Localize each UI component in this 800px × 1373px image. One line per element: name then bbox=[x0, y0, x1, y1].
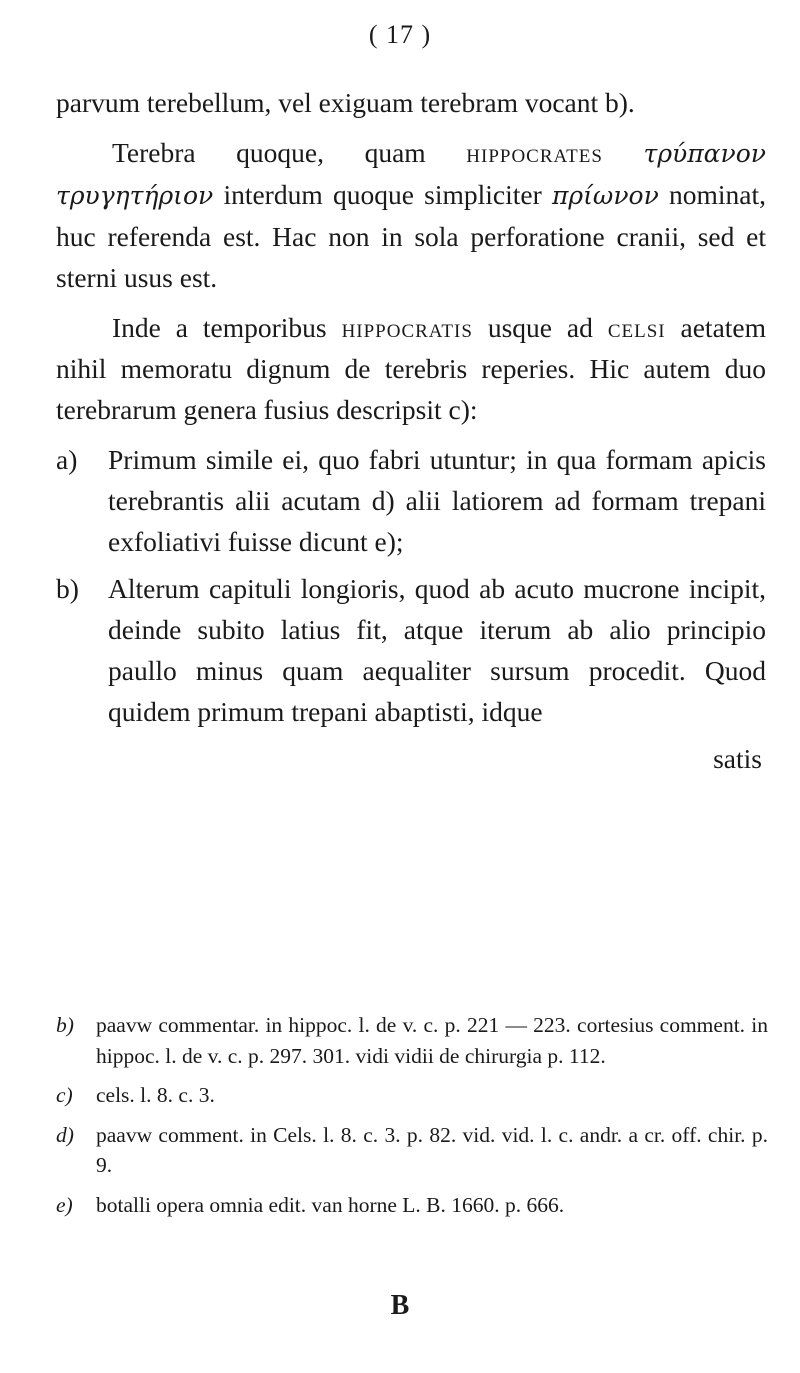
main-text bbox=[56, 82, 766, 779]
paragraph-3-start: Inde a temporibus bbox=[112, 312, 327, 343]
list-item-text: Alterum capituli longioris, quod ab acuto mucrone incipit, deinde subito latius fit, atque iterum ab alio principio paullo minus quam aequaliter sursum procedit. Quod quidem primum trepani abaptisti, idque bbox=[108, 573, 766, 727]
footnote-text: cels. l. 8. c. 3. bbox=[96, 1083, 215, 1107]
greek-term-2: πρίωνον bbox=[552, 181, 659, 210]
paragraph-2-start: Terebra quoque, quam bbox=[112, 137, 426, 168]
paragraph-1: parvum terebellum, vel exiguam terebram vocant b). bbox=[56, 87, 635, 118]
paragraph-2-end: nominat, huc referenda est. Hac non in sola perforatione cranii, sed et sterni usus est. bbox=[56, 179, 767, 293]
footnote-text: botalli opera omnia edit. van horne L. B. 1660. p. 666. bbox=[96, 1192, 565, 1217]
footnote-text: paavw commentar. in hippoc. l. de v. c. p. 221 — 223. cortesius comment. in hippoc. l. de v. c. p. 297. 301. vidi vidii de chirurgia p. 112. bbox=[96, 1013, 768, 1068]
footnote bbox=[56, 1080, 768, 1111]
paragraph-2-mid: interdum quoque simpliciter bbox=[223, 179, 542, 210]
author-hippocrates: hippocrates bbox=[466, 137, 603, 168]
list-marker: b) bbox=[56, 573, 79, 604]
list-item-text: Primum simile ei, quo fabri utuntur; in qua formam apicis terebrantis alii acutam d) alii latiorem ad formam trepani exfoliativi fuisse dicunt e); bbox=[108, 444, 766, 557]
footnote-mark: c) bbox=[56, 1083, 73, 1107]
footnote-mark: e) bbox=[56, 1192, 73, 1217]
footnote-text: paavw comment. in Cels. l. 8. c. 3. p. 82. vid. vid. l. c. andr. a cr. off. chir. p. 9. bbox=[96, 1122, 768, 1177]
author-celsi: celsi bbox=[607, 312, 666, 343]
paragraph-3-end: aetatem nihil memoratu dignum de terebris reperies. Hic autem duo terebrarum genera fusius descripsit c): bbox=[56, 312, 767, 425]
paragraph-2 bbox=[56, 132, 766, 298]
footnote-mark: d) bbox=[56, 1122, 74, 1147]
paragraph-3-mid: usque ad bbox=[487, 312, 593, 343]
footnote-mark: b) bbox=[56, 1013, 74, 1037]
author-hippocratis: hippocratis bbox=[341, 312, 473, 343]
signature-mark: B bbox=[390, 1290, 410, 1321]
greek-term-1: τρύπανον τρυγητήριον bbox=[56, 139, 767, 210]
list-item bbox=[56, 439, 766, 562]
footnotes bbox=[56, 1010, 768, 1229]
footnote bbox=[56, 1120, 768, 1181]
page-number: ( 17 ) bbox=[368, 20, 432, 49]
footnote bbox=[56, 1190, 768, 1221]
catchword: satis bbox=[713, 743, 762, 774]
list-marker: a) bbox=[56, 444, 78, 475]
paragraph-3 bbox=[56, 307, 766, 430]
footnote bbox=[56, 1010, 768, 1071]
terebra-list bbox=[56, 439, 766, 732]
list-item bbox=[56, 568, 766, 732]
